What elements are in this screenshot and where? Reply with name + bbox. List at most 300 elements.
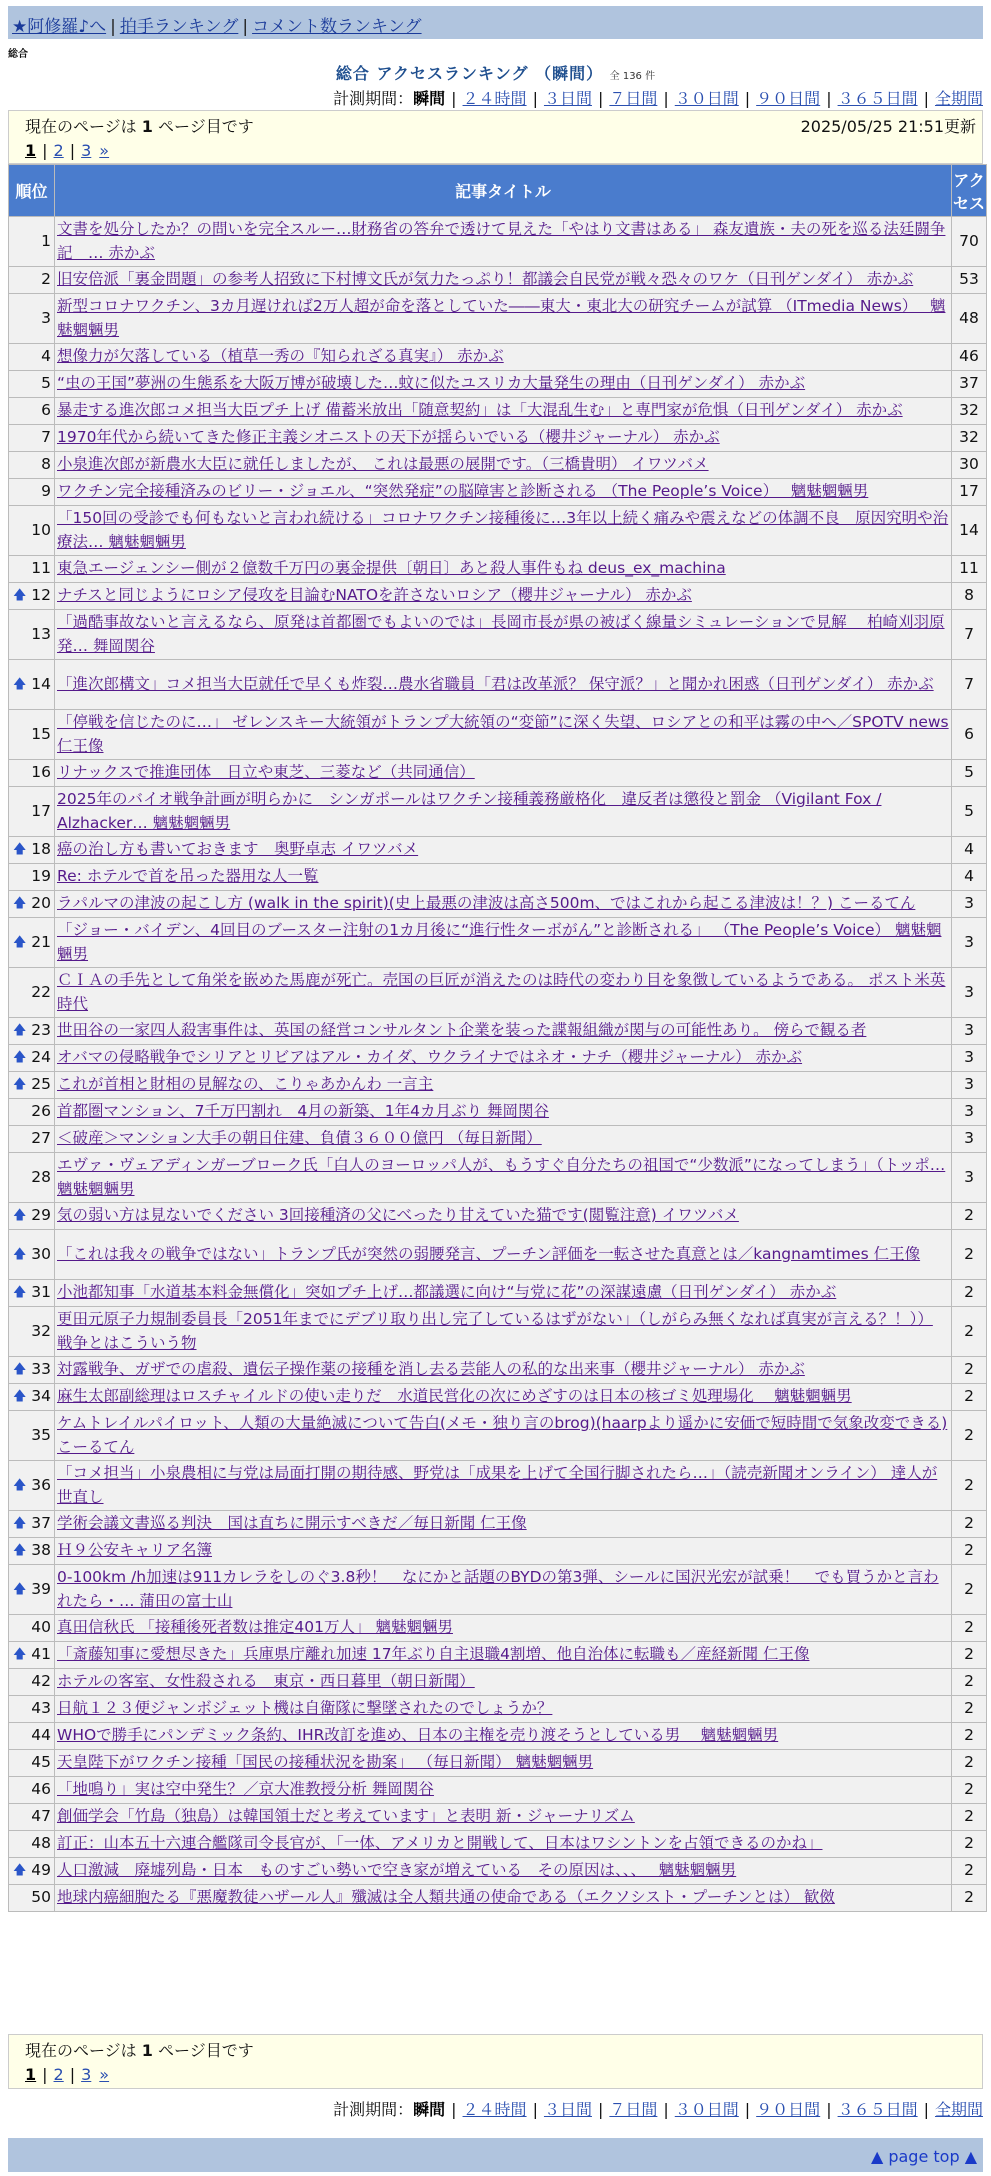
title-cell xyxy=(55,583,951,609)
period-sep: | xyxy=(451,89,457,108)
access-count: 2 xyxy=(952,1696,986,1722)
table-row xyxy=(9,1642,986,1668)
rank-cell xyxy=(9,1203,54,1229)
article-link[interactable]: 想像力が欠落している（植草一秀の『知られざる真実』） 赤かぶ xyxy=(57,347,504,366)
article-link[interactable]: 「地鳴り」実は空中発生？／京大准教授分析 舞岡関谷 xyxy=(57,1780,434,1799)
rank-cell xyxy=(9,1280,54,1306)
period-link-2[interactable]: ７日間 xyxy=(609,2100,658,2119)
article-link[interactable]: オバマの侵略戦争でシリアとリビアはアル・カイダ、ウクライナではネオ・ナチ（櫻井ジャーナル） 赤かぶ xyxy=(57,1048,803,1067)
article-link[interactable]: 東急エージェンシー側が２億数千万円の裏金提供〔朝日〕あと殺人事件もね deus_ex_machina xyxy=(57,559,726,578)
table-row xyxy=(9,760,986,786)
access-count: 2 xyxy=(952,1750,986,1776)
table-row xyxy=(9,506,986,555)
rank-number: 42 xyxy=(31,1672,51,1691)
period-link-2[interactable]: ７日間 xyxy=(609,89,658,108)
title-cell xyxy=(55,1511,951,1537)
rank-cell xyxy=(9,398,54,424)
period-sep: | xyxy=(923,2100,929,2119)
page-link-2[interactable]: 2 xyxy=(53,141,64,160)
article-link[interactable]: ナチスと同じようにロシア侵攻を目論むNATOを許さないロシア（櫻井ジャーナル） 赤かぶ xyxy=(57,586,692,605)
table-row xyxy=(9,1045,986,1071)
rank-cell xyxy=(9,1723,54,1749)
access-count: 8 xyxy=(952,583,986,609)
title-cell xyxy=(55,1411,951,1460)
up-arrow-icon: 🡅 xyxy=(13,1516,27,1532)
access-count: 2 xyxy=(952,1280,986,1306)
rank-number: 5 xyxy=(41,374,51,393)
title-cell xyxy=(55,1357,951,1383)
period-label: 計測期間： xyxy=(333,89,414,108)
rank-cell xyxy=(9,760,54,786)
rank-cell xyxy=(9,1777,54,1803)
title-cell xyxy=(55,425,951,451)
article-link[interactable]: 小池都知事「水道基本料金無償化」突如プチ上げ…都議選に向け“与党に花”の深謀遠慮（日刊ゲンダイ） 赤かぶ xyxy=(57,1283,837,1302)
rank-number: 11 xyxy=(31,559,51,578)
page-link-2[interactable]: 2 xyxy=(53,2065,64,2084)
access-count: 2 xyxy=(952,1858,986,1884)
article-link[interactable]: 新型コロナワクチン、3カ月遅ければ2万人超が命を落としていた――東大・東北大の研究チームが試算 （ITmedia News） 魑魅魍魎男 xyxy=(57,297,946,339)
up-arrow-icon: 🡅 xyxy=(13,676,27,692)
rank-number: 47 xyxy=(31,1807,51,1826)
title-cell xyxy=(55,1045,951,1071)
rank-cell xyxy=(9,1831,54,1857)
rank-cell xyxy=(9,968,54,1017)
page-link-3[interactable]: 3 xyxy=(81,2065,92,2084)
access-count: 2 xyxy=(952,1384,986,1410)
table-row xyxy=(9,479,986,505)
rank-cell xyxy=(9,1153,54,1202)
rank-cell xyxy=(9,918,54,967)
article-link[interactable]: ＜破産＞マンション大手の朝日住建、負債３６００億円 （毎日新聞） xyxy=(57,1129,542,1148)
article-link[interactable]: エヴァ・ヴェアディンガーブローク氏「白人のヨーロッパ人が、もうすぐ自分たちの祖国で“少数派”になってしまう」（トッポ… 魑魅魍魎男 xyxy=(57,1156,946,1198)
up-arrow-icon: 🡅 xyxy=(13,1362,27,1378)
rank-number: 27 xyxy=(31,1129,51,1148)
rank-cell xyxy=(9,1538,54,1564)
table-row xyxy=(9,918,986,967)
item-count: 全 136 件 xyxy=(609,71,656,82)
period-link-4[interactable]: ９０日間 xyxy=(756,2100,821,2119)
article-link[interactable]: 地球内癌細胞たる『悪魔教徒ハザール人』殲滅は全人類共通の使命である（エクソシスト・プーチンとは） 歓傚 xyxy=(57,1888,835,1907)
rank-number: 14 xyxy=(31,674,51,693)
rank-number: 9 xyxy=(41,482,51,501)
up-arrow-icon: 🡅 xyxy=(13,1077,27,1093)
period-sep: | xyxy=(663,2100,669,2119)
access-count: 2 xyxy=(952,1642,986,1668)
nav-sep: | xyxy=(242,17,249,37)
article-link[interactable]: ケムトレイルパイロット、人類の大量絶滅について告白(メモ・独り言のbrog)(haarpより遥かに安価で短時間で気象改変できる) こーるてん xyxy=(57,1414,948,1456)
rank-cell xyxy=(9,1461,54,1510)
access-count: 2 xyxy=(952,1307,986,1356)
rank-number: 31 xyxy=(31,1283,51,1302)
period-link-6[interactable]: 全期間 xyxy=(934,2100,983,2119)
title-cell xyxy=(55,1804,951,1830)
table-row xyxy=(9,398,986,424)
article-link[interactable]: 2025年のバイオ戦争計画が明らかに シンガポールはワクチン接種義務厳格化 違反者は懲役と罰金 （Vigilant Fox / Alzhacker… 魑魅魍魎男 xyxy=(57,790,882,832)
table-row xyxy=(9,1411,986,1460)
article-link[interactable]: 旧安倍派「裏金問題」の参考人招致に下村博文氏が気力たっぷり！都議会自民党が戦々恐々のワケ（日刊ゲンダイ） 赤かぶ xyxy=(57,270,914,289)
title-cell xyxy=(55,1018,951,1044)
article-link[interactable]: 更田元原子力規制委員長「2051年までにデブリ取り出し完了しているはずがない」（しがらみ無くなれば真実が言える？！）） 戦争とはこういう物 xyxy=(57,1310,933,1352)
rank-cell xyxy=(9,1384,54,1410)
table-row xyxy=(9,556,986,582)
article-link[interactable]: 「これは我々の戦争ではない」トランプ氏が突然の弱腰発言、プーチン評価を一転させた真意とは／kangnamtimes 仁王像 xyxy=(57,1244,921,1263)
rank-number: 3 xyxy=(41,308,51,327)
up-arrow-icon: 🡅 xyxy=(13,1389,27,1405)
access-count: 2 xyxy=(952,1831,986,1857)
rank-cell xyxy=(9,1804,54,1830)
rank-number: 41 xyxy=(31,1645,51,1664)
rank-cell xyxy=(9,1045,54,1071)
footer-bar xyxy=(8,2138,983,2172)
title-cell xyxy=(55,217,951,266)
article-link[interactable]: 「150回の受診でも何もないと言われ続ける」コロナワクチン接種後に…3年以上続く痛みや震えなどの体調不良 原因究明や治療法… 魑魅魍魎男 xyxy=(57,509,949,551)
title-cell xyxy=(55,1642,951,1668)
access-count: 2 xyxy=(952,1777,986,1803)
access-count: 53 xyxy=(952,267,986,293)
up-arrow-icon: 🡅 xyxy=(13,1477,27,1493)
article-link[interactable]: ワクチン完全接種済みのビリー・ジョエル、“突然発症”の脳障害と診断される （The People’s Voice） 魑魅魍魎男 xyxy=(57,482,869,501)
paging-text-post: ページ目です xyxy=(152,117,254,136)
paging-box-top xyxy=(8,110,983,164)
article-link[interactable]: ホテルの客室、女性殺される 東京・西日暮里（朝日新聞） xyxy=(57,1672,475,1691)
title-cell xyxy=(55,344,951,370)
up-arrow-icon: 🡅 xyxy=(13,896,27,912)
rank-cell xyxy=(9,660,54,709)
table-row xyxy=(9,1750,986,1776)
page-sep: | xyxy=(42,2065,48,2084)
table-row xyxy=(9,660,986,709)
article-link[interactable]: Re: ホテルで首を吊った器用な人一覧 xyxy=(57,867,319,886)
access-count: 70 xyxy=(952,217,986,266)
rank-number: 36 xyxy=(31,1475,51,1494)
rank-number: 32 xyxy=(31,1321,51,1340)
title-cell xyxy=(55,452,951,478)
access-count: 6 xyxy=(952,710,986,759)
article-link[interactable]: 気の弱い方は見ないでください 3回接種済の父にべったり甘えていた猫です(閲覧注意) イワツバメ xyxy=(57,1206,739,1225)
access-count: 48 xyxy=(952,294,986,343)
article-link[interactable]: 文書を処分したか？の問いを完全スルー…財務省の答弁で透けて見えた「やはり文書はある」 森友遺族・夫の死を巡る法廷闘争記 … 赤かぶ xyxy=(57,220,946,262)
rank-number: 29 xyxy=(31,1206,51,1225)
table-row xyxy=(9,610,986,659)
article-link[interactable]: 世田谷の一家四人殺害事件は、英国の経営コンサルタント企業を装った諜報組織が関与の可能性あり。 傍らで観る者 xyxy=(57,1021,867,1040)
article-link[interactable]: WHOで勝手にパンデミック条約、IHR改訂を進め、日本の主権を売り渡そうとしている男 魑魅魍魎男 xyxy=(57,1726,779,1745)
period-link-1[interactable]: ３日間 xyxy=(543,89,592,108)
paging-text-pre: 現在のページは xyxy=(25,2041,142,2060)
rank-number: 46 xyxy=(31,1780,51,1799)
table-row xyxy=(9,1804,986,1830)
rank-cell xyxy=(9,267,54,293)
access-count: 2 xyxy=(952,1669,986,1695)
article-link[interactable]: 「進次郎構文」コメ担当大臣就任で早くも炸裂…農水省職員「君は改革派？ 保守派？」と聞かれ困惑（日刊ゲンダイ） 赤かぶ xyxy=(57,674,934,693)
table-row xyxy=(9,1280,986,1306)
rank-cell xyxy=(9,1126,54,1152)
article-link[interactable]: ラパルマの津波の起こし方 (walk in the spirit)(史上最悪の津波は高さ500m、ではこれから起こる津波は！？) こーるてん xyxy=(57,894,916,913)
period-selector-bottom xyxy=(333,2097,983,2120)
rank-number: 28 xyxy=(31,1167,51,1186)
title-cell xyxy=(55,787,951,836)
title-cell xyxy=(55,1538,951,1564)
article-link[interactable]: 小泉進次郎が新農水大臣に就任しましたが、 これは最悪の展開です。（三橋貴明） イワツバメ xyxy=(57,455,709,474)
period-sep: | xyxy=(826,2100,832,2119)
rank-number: 39 xyxy=(31,1579,51,1598)
ranking-title: 総合 アクセスランキング （瞬間） xyxy=(335,64,604,83)
article-link[interactable]: 癌の治し方も書いておきます 奥野卓志 イワツバメ xyxy=(57,840,419,859)
nav-sep: | xyxy=(110,17,116,37)
title-cell xyxy=(55,1384,951,1410)
access-count: 2 xyxy=(952,1885,986,1911)
title-cell xyxy=(55,1307,951,1356)
period-link-4[interactable]: ９０日間 xyxy=(756,89,821,108)
article-link[interactable]: 「過酷事故ないと言えるなら、原発は首都圏でもよいのでは」長岡市長が県の被ばく線量シミュレーションで見解 柏崎刈羽原発… 舞岡関谷 xyxy=(57,613,945,655)
rank-number: 7 xyxy=(41,428,51,447)
period-link-1[interactable]: ３日間 xyxy=(543,2100,592,2119)
rank-number: 1 xyxy=(41,231,51,250)
rank-cell xyxy=(9,837,54,863)
access-count: 3 xyxy=(952,1099,986,1125)
rank-cell xyxy=(9,1615,54,1641)
access-count: 32 xyxy=(952,425,986,451)
table-row xyxy=(9,344,986,370)
table-row xyxy=(9,1565,986,1614)
title-cell xyxy=(55,1885,951,1911)
title-cell xyxy=(55,1723,951,1749)
article-link[interactable]: “虫の王国”夢洲の生態系を大阪万博が破壊した…蚊に似たユスリカ大量発生の理由（日刊ゲンダイ） 赤かぶ xyxy=(57,374,806,393)
next-page-link[interactable]: » xyxy=(99,141,110,160)
page-links xyxy=(25,2065,966,2084)
article-link[interactable]: これが首相と財相の見解なの、こりゃあかんわ 一言主 xyxy=(57,1075,434,1094)
rank-number: 48 xyxy=(31,1834,51,1853)
title-cell xyxy=(55,267,951,293)
ranking-body xyxy=(9,217,986,1911)
ranking-table xyxy=(8,164,987,1912)
rank-number: 37 xyxy=(31,1514,51,1533)
home-link[interactable]: ★阿修羅♪へ xyxy=(12,17,107,37)
table-row xyxy=(9,1384,986,1410)
title-cell xyxy=(55,918,951,967)
title-cell xyxy=(55,1777,951,1803)
rank-cell xyxy=(9,583,54,609)
period-sep: | xyxy=(597,89,604,108)
rank-number: 16 xyxy=(31,763,51,782)
article-link[interactable]: 「ジョー・バイデン、4回目のブースター注射の1カ月後に“進行性ターボがん”と診断される」 （The People’s Voice） 魑魅魍魎男 xyxy=(57,921,942,963)
article-link[interactable]: Ｈ９公安キャリア名簿 xyxy=(57,1541,213,1560)
period-link-5[interactable]: ３６５日間 xyxy=(837,89,918,108)
table-header xyxy=(9,165,986,216)
rank-number: 43 xyxy=(31,1699,51,1718)
title-cell xyxy=(55,660,951,709)
table-row xyxy=(9,837,986,863)
rank-cell xyxy=(9,710,54,759)
page-link-3[interactable]: 3 xyxy=(81,141,92,160)
rank-cell xyxy=(9,1511,54,1537)
access-count: 32 xyxy=(952,398,986,424)
period-current: 瞬間 xyxy=(413,2100,446,2119)
up-arrow-icon: 🡅 xyxy=(13,1543,27,1559)
access-count: 30 xyxy=(952,452,986,478)
title-cell xyxy=(55,479,951,505)
title-cell xyxy=(55,1230,951,1279)
article-link[interactable]: リナックスで推進団体 日立や東芝、三菱など（共同通信） xyxy=(57,763,475,782)
article-link[interactable]: 0-100km /h加速は911カレラをしのぐ3.8秒！ なにかと話題のBYDの第3弾、シールに国沢光宏が試乗！ でも買うかと言われたら・… 蒲田の富士山 xyxy=(57,1568,939,1610)
rank-number: 35 xyxy=(31,1425,51,1444)
title-cell xyxy=(55,294,951,343)
rank-cell xyxy=(9,452,54,478)
article-link[interactable]: 学術会議文書巡る判決 国は直ちに開示すべきだ／毎日新聞 仁王像 xyxy=(57,1514,527,1533)
table-row xyxy=(9,1858,986,1884)
title-cell xyxy=(55,1099,951,1125)
rank-cell xyxy=(9,217,54,266)
article-link[interactable]: 訂正：山本五十六連合艦隊司令長官が、「一体、アメリカと開戦して、日本はワシントンを占領できるのかね」 xyxy=(57,1834,823,1853)
title-cell xyxy=(55,1669,951,1695)
article-link[interactable]: 日航１２３便ジャンボジェット機は自衛隊に撃墜されたのでしょうか？ xyxy=(57,1699,553,1718)
up-arrow-icon: 🡅 xyxy=(13,1023,27,1039)
page-link-current[interactable]: 1 xyxy=(25,141,37,160)
table-row xyxy=(9,1831,986,1857)
article-link[interactable]: 対露戦争、ガザでの虐殺、遺伝子操作薬の接種を消し去る芸能人の私的な出来事（櫻井ジャーナル） 赤かぶ xyxy=(57,1360,805,1379)
rank-cell xyxy=(9,864,54,890)
table-row xyxy=(9,1885,986,1911)
table-row xyxy=(9,787,986,836)
period-link-0[interactable]: ２４時間 xyxy=(462,89,527,108)
title-cell xyxy=(55,1750,951,1776)
rank-cell xyxy=(9,891,54,917)
rank-cell xyxy=(9,1750,54,1776)
article-link[interactable]: 「斎藤知事に愛想尽きた」兵庫県庁離れ加速 17年ぶり自主退職4割増、他自治体に転職も／産経新聞 仁王像 xyxy=(57,1645,810,1664)
article-link[interactable]: 天皇陛下がワクチン接種「国民の接種状況を勘案」 （毎日新聞） 魑魅魍魎男 xyxy=(57,1753,594,1772)
table-row xyxy=(9,1538,986,1564)
access-count: 3 xyxy=(952,968,986,1017)
article-link[interactable]: 創価学会「竹島（独島）は韓国領土だと考えています」と表明 新・ジャーナリズム xyxy=(57,1807,635,1826)
period-link-5[interactable]: ３６５日間 xyxy=(837,2100,918,2119)
up-arrow-icon: 🡅 xyxy=(13,1863,27,1879)
up-arrow-icon: 🡅 xyxy=(13,934,27,950)
article-link[interactable]: 暴走する進次郎コメ担当大臣プチ上げ 備蓄米放出「随意契約」は「大混乱生む」と専門家が危惧（日刊ゲンダイ） 赤かぶ xyxy=(57,401,903,420)
table-row xyxy=(9,1615,986,1641)
comment-ranking-link[interactable]: コメント数ランキング xyxy=(252,17,422,37)
article-link[interactable]: 「コメ担当」小泉農相に与党は局面打開の期待感、野党は「成果を上げて全国行脚されたら…」（読売新聞オンライン） 達人が世直し xyxy=(57,1464,938,1506)
table-row xyxy=(9,1461,986,1510)
rank-number: 15 xyxy=(31,724,51,743)
access-count: 3 xyxy=(952,918,986,967)
rank-cell xyxy=(9,1858,54,1884)
access-count: 3 xyxy=(952,1018,986,1044)
title-cell xyxy=(55,1858,951,1884)
period-link-0[interactable]: ２４時間 xyxy=(462,2100,527,2119)
next-page-link[interactable]: » xyxy=(99,2065,110,2084)
rank-cell xyxy=(9,787,54,836)
access-count: 3 xyxy=(952,1126,986,1152)
clap-ranking-link[interactable]: 拍手ランキング xyxy=(119,17,239,37)
title-cell xyxy=(55,864,951,890)
paging-text-post: ページ目です xyxy=(152,2041,254,2060)
table-row xyxy=(9,1153,986,1202)
page-link-current[interactable]: 1 xyxy=(25,2065,37,2084)
access-count: 2 xyxy=(952,1230,986,1279)
table-row xyxy=(9,217,986,266)
rank-number: 4 xyxy=(41,347,51,366)
table-row xyxy=(9,1126,986,1152)
updated-time: 2025/05/25 21:51更新 xyxy=(800,117,976,136)
up-arrow-icon: 🡅 xyxy=(13,842,27,858)
table-row xyxy=(9,1696,986,1722)
table-row xyxy=(9,864,986,890)
article-link[interactable]: 真田信秋氏 「接種後死者数は推定401万人」 魑魅魍魎男 xyxy=(57,1618,453,1637)
article-link[interactable]: 麻生太郎副総理はロスチャイルドの使い走りだ 水道民営化の次にめざすのは日本の核ゴミ処理場化 魑魅魍魎男 xyxy=(57,1387,852,1406)
title-cell xyxy=(55,1696,951,1722)
rank-number: 6 xyxy=(41,401,51,420)
rank-number: 12 xyxy=(31,586,51,605)
table-row xyxy=(9,1723,986,1749)
rank-cell xyxy=(9,1072,54,1098)
page-links xyxy=(25,141,966,160)
header-rank: 順位 xyxy=(9,165,54,216)
access-count: 2 xyxy=(952,1615,986,1641)
rank-number: 21 xyxy=(31,932,51,951)
access-count: 3 xyxy=(952,1045,986,1071)
period-link-3[interactable]: ３０日間 xyxy=(674,2100,739,2119)
up-arrow-icon: 🡅 xyxy=(13,1647,27,1663)
rank-cell xyxy=(9,371,54,397)
page-sep: | xyxy=(69,2065,76,2084)
article-link[interactable]: ＣＩＡの手先として角栄を嵌めた馬鹿が死亡。売国の巨匠が消えたのは時代の変わり目を象徴しているようである。 ポスト米英時代 xyxy=(57,971,946,1013)
access-count: 2 xyxy=(952,1203,986,1229)
title-cell xyxy=(55,1461,951,1510)
header-title: 記事タイトル xyxy=(55,165,951,216)
rank-number: 30 xyxy=(31,1244,51,1263)
access-count: 2 xyxy=(952,1511,986,1537)
table-row xyxy=(9,1511,986,1537)
rank-number: 19 xyxy=(31,867,51,886)
article-link[interactable]: 人口激減 廃墟列島・日本 ものすごい勢いで空き家が増えている その原因は、、、 魑魅魍魎男 xyxy=(57,1861,737,1880)
rank-cell xyxy=(9,294,54,343)
rank-cell xyxy=(9,1018,54,1044)
table-row xyxy=(9,425,986,451)
rank-number: 49 xyxy=(31,1861,51,1880)
access-count: 4 xyxy=(952,864,986,890)
page-sep: | xyxy=(69,141,76,160)
paging-status xyxy=(25,2038,966,2061)
rank-number: 40 xyxy=(31,1618,51,1637)
rank-cell xyxy=(9,479,54,505)
paging-current-num: 1 xyxy=(141,117,153,136)
period-link-3[interactable]: ３０日間 xyxy=(674,89,739,108)
access-count: 17 xyxy=(952,479,986,505)
page-top-link[interactable]: ▲ page top ▲ xyxy=(870,2147,977,2166)
title-cell xyxy=(55,556,951,582)
header-access: アクセス xyxy=(952,165,986,216)
rank-number: 34 xyxy=(31,1387,51,1406)
access-count: 2 xyxy=(952,1538,986,1564)
article-link[interactable]: 首都圏マンション、7千万円割れ 4月の新築、1年4カ月ぶり 舞岡関谷 xyxy=(57,1102,549,1121)
period-link-6[interactable]: 全期間 xyxy=(934,89,983,108)
table-row xyxy=(9,1307,986,1356)
table-row xyxy=(9,1669,986,1695)
article-link[interactable]: 1970年代から続いてきた修正主義シオニストの天下が揺らいでいる（櫻井ジャーナル） 赤かぶ xyxy=(57,428,720,447)
access-count: 5 xyxy=(952,760,986,786)
title-cell xyxy=(55,1615,951,1641)
rank-number: 8 xyxy=(41,455,51,474)
table-row xyxy=(9,1203,986,1229)
table-row xyxy=(9,583,986,609)
rank-cell xyxy=(9,1357,54,1383)
rank-cell xyxy=(9,1642,54,1668)
rank-cell xyxy=(9,1411,54,1460)
period-sep: | xyxy=(597,2100,604,2119)
table-row xyxy=(9,1777,986,1803)
article-link[interactable]: 「停戦を信じたのに…」 ゼレンスキー大統領がトランプ大統領の“変節”に深く失望、ロシアとの和平は霧の中へ／SPOTV news 仁王像 xyxy=(57,713,949,755)
title-cell xyxy=(55,1203,951,1229)
rank-cell xyxy=(9,610,54,659)
